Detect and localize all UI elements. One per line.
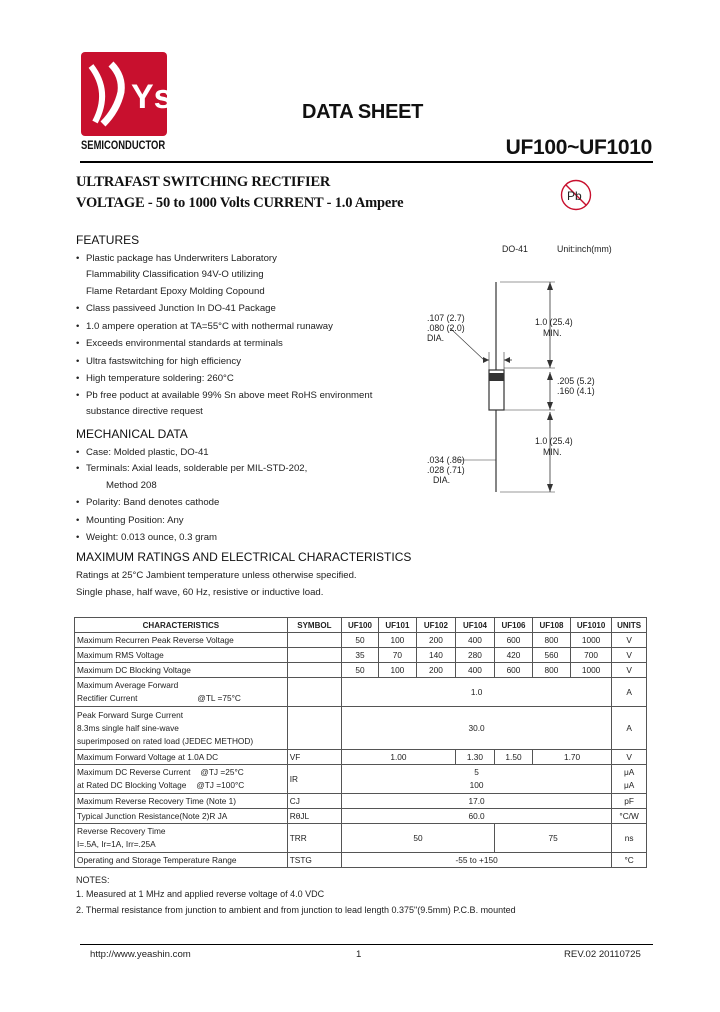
table-header-cell: UF101 [378, 618, 416, 633]
feature-line: Flame Retardant Epoxy Molding Copound [86, 286, 265, 297]
notes-heading: NOTES: [76, 875, 110, 885]
characteristics-table [74, 617, 647, 868]
ratings-conditions: Ratings at 25°C Jambient temperature unless otherwise specified. [76, 570, 357, 581]
table-row: Maximum DC Blocking Voltage 50 100 200 400 600 800 1000 V [75, 663, 647, 678]
table-row: Maximum Recurren Peak Reverse Voltage 50 100 200 400 600 800 1000 V [75, 633, 647, 648]
note-2: 2. Thermal resistance from junction to ambient and from junction to lead length 0.375"(9.5mm) P.C.B. mounted [76, 905, 516, 915]
table-row: Maximum RMS Voltage 35 70 140 280 420 560 700 V [75, 648, 647, 663]
table-header-cell: UF100 [342, 618, 379, 633]
lead-length-bottom-dim: 1.0 (25.4) MIN. [535, 436, 573, 457]
table-row: Maximum Forward Voltage at 1.0A DC VF 1.00 1.30 1.50 1.70 V [75, 750, 647, 765]
table-header-cell: UF108 [532, 618, 570, 633]
document-title: DATA SHEET [302, 101, 424, 123]
mechanical-line: • Terminals: Axial leads, solderable per MIL-STD-202, [76, 463, 308, 474]
feature-line: substance directive request [86, 406, 203, 417]
feature-line: • High temperature soldering: 260°C [76, 373, 234, 384]
table-row: Maximum DC Reverse Current @TJ =25°C at Rated DC Blocking Voltage @TJ =100°C IR 5 100 μA μA [75, 765, 647, 794]
table-header-cell: UF102 [416, 618, 455, 633]
table-header-cell: UF106 [495, 618, 533, 633]
table-header-row [75, 618, 647, 633]
feature-line: • Plastic package has Underwriters Laboratory [76, 253, 277, 264]
table-header-cell: SYMBOL [287, 618, 341, 633]
product-type: ULTRAFAST SWITCHING RECTIFIER [76, 174, 331, 190]
ratings-load: Single phase, half wave, 60 Hz, resistive or inductive load. [76, 587, 324, 598]
lead-diameter-dim: .107 (2.7) .080 (2.0) DIA. [427, 313, 465, 343]
table-row: Reverse Recovery Time I=.5A, Ir=1A, Irr=.25A TRR 50 75 ns [75, 824, 647, 853]
feature-line: • Class passiveed Junction In DO-41 Package [76, 303, 276, 314]
table-row: Maximum Reverse Recovery Time (Note 1) CJ 17.0 pF [75, 794, 647, 809]
table-row: Operating and Storage Temperature Range TSTG -55 to +150 °C [75, 853, 647, 868]
pb-free-icon [560, 179, 592, 211]
mechanical-heading: MECHANICAL DATA [76, 427, 188, 441]
pb-free-text: Pb [567, 189, 582, 203]
features-heading: FEATURES [76, 233, 140, 247]
mechanical-line: Method 208 [106, 480, 157, 491]
wire-diameter-dim: .034 (.86) .028 (.71) DIA. [427, 455, 465, 485]
lead-length-top-dim: 1.0 (25.4) MIN. [535, 317, 573, 338]
footer-rule [80, 944, 653, 945]
logo-mark-icon [81, 52, 173, 136]
table-row: Peak Forward Surge Current 8.3ms single half sine-wave superimposed on rated load (JEDEC METHOD) 30.0 A [75, 707, 647, 750]
package-unit: Unit:inch(mm) [557, 244, 612, 254]
table-row: Maximum Average Forward Rectifier Current @TL =75°C 1.0 A [75, 678, 647, 707]
company-logo [81, 52, 173, 136]
revision: REV.02 20110725 [564, 949, 641, 960]
mechanical-line: • Weight: 0.013 ounce, 0.3 gram [76, 532, 218, 543]
table-header-cell: UF1010 [570, 618, 611, 633]
ratings-heading: MAXIMUM RATINGS AND ELECTRICAL CHARACTERISTICS [76, 550, 412, 564]
feature-line: Flammability Classification 94V-O utilizing [86, 269, 264, 280]
feature-line: • Exceeds environmental standards at terminals [76, 338, 283, 349]
footer-url[interactable]: http://www.yeashin.com [90, 949, 191, 960]
package-name: DO-41 [502, 244, 528, 254]
body-length-dim: .205 (5.2) .160 (4.1) [557, 376, 595, 396]
mechanical-line: • Case: Molded plastic, DO-41 [76, 447, 209, 458]
table-header-cell: UF104 [455, 618, 494, 633]
feature-line: • Pb free poduct at available 99% Sn above meet RoHS environment [76, 390, 373, 401]
header-rule [80, 161, 653, 163]
table-header-cell: CHARACTERISTICS [75, 618, 288, 633]
voltage-current-rating: VOLTAGE - 50 to 1000 Volts CURRENT - 1.0 Ampere [76, 195, 404, 211]
feature-line: • 1.0 ampere operation at TA=55°C with nothermal runaway [76, 321, 333, 332]
feature-line: • Ultra fastswitching for high efficiency [76, 356, 241, 367]
company-name: SEMICONDUCTOR [81, 140, 166, 152]
mechanical-line: • Mounting Position: Any [76, 515, 184, 526]
table-row: Typical Junction Resistance(Note 2)R JA RθJL 60.0 °C/W [75, 809, 647, 824]
logo-letters: Ys [131, 78, 173, 116]
note-1: 1. Measured at 1 MHz and applied reverse voltage of 4.0 VDC [76, 889, 325, 899]
part-number: UF100~UF1010 [505, 136, 652, 159]
table-header-cell: UNITS [612, 618, 647, 633]
page-number: 1 [356, 949, 362, 960]
mechanical-line: • Polarity: Band denotes cathode [76, 497, 220, 508]
